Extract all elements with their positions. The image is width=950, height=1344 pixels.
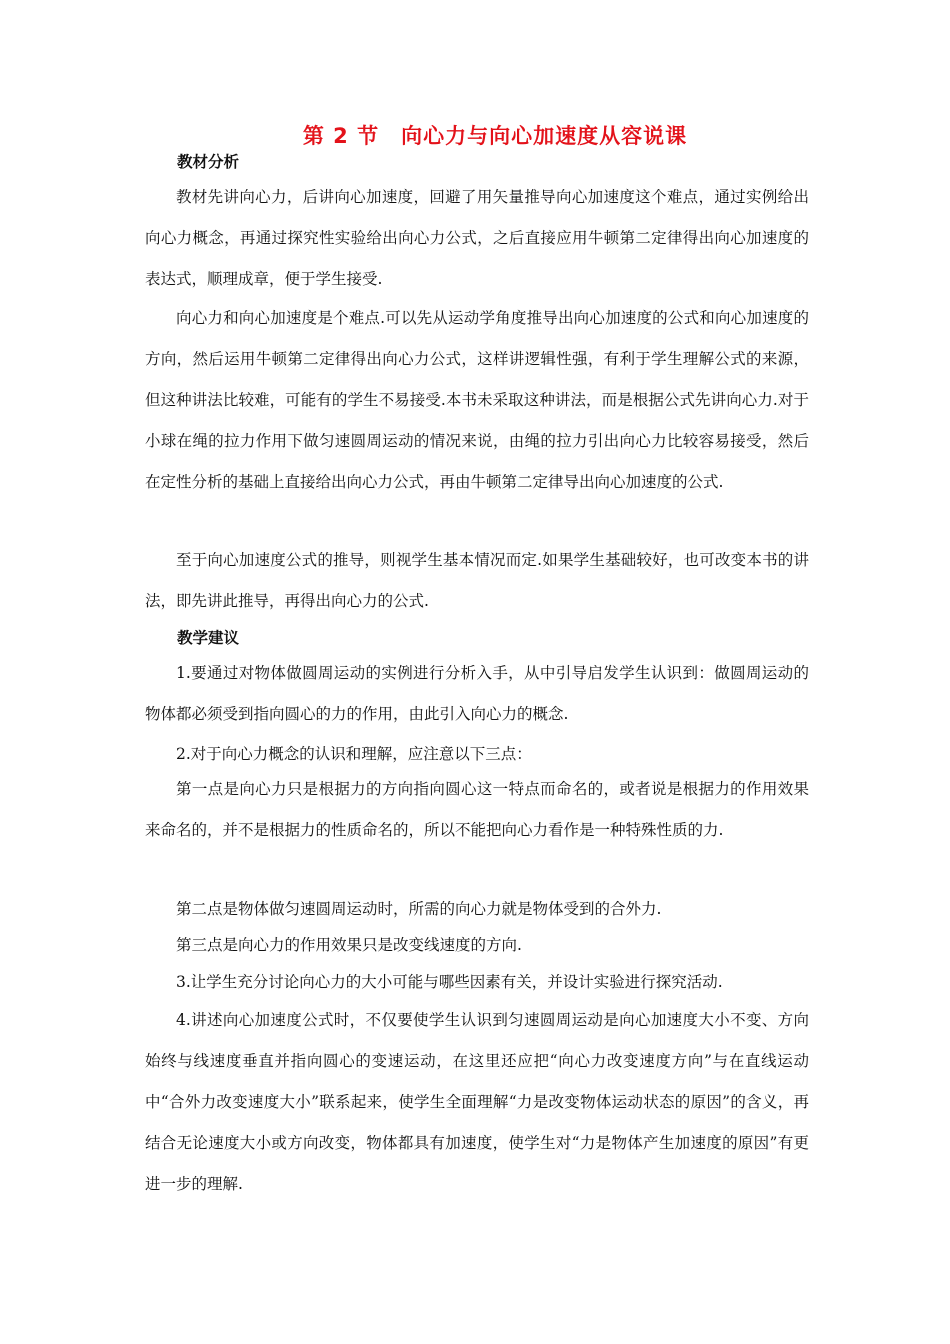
paragraph: 至于向心加速度公式的推导，则视学生基本情况而定.如果学生基础较好，也可改变本书的讲法，即先讲此推导，再得出向心力的公式. bbox=[145, 551, 809, 610]
paragraph: 第二点是物体做匀速圆周运动时，所需的向心力就是物体受到的合外力. bbox=[176, 900, 662, 918]
paragraph: 教材先讲向心力，后讲向心加速度，回避了用矢量推导向心加速度这个难点，通过实例给出向心力概念，再通过探究性实验给出向心力公式，之后直接应用牛顿第二定律得出向心加速度的表达式，顺理成章，便于学生接受. bbox=[145, 188, 809, 288]
paragraph: 3.让学生充分讨论向心力的大小可能与哪些因素有关，并设计实验进行探究活动. bbox=[176, 973, 723, 991]
paragraph: 第一点是向心力只是根据力的方向指向圆心这一特点而命名的，或者说是根据力的作用效果来命名的，并不是根据力的性质命名的，所以不能把向心力看作是一种特殊性质的力. bbox=[145, 780, 809, 839]
paragraph: 向心力和向心加速度是个难点.可以先从运动学角度推导出向心加速度的公式和向心加速度的方向，然后运用牛顿第二定律得出向心力公式，这样讲逻辑性强，有利于学生理解公式的来源，但这种讲法比较难，可能有的学生不易接受.本书未采取这种讲法，而是根据公式先讲向心力.对于小球在绳的拉力作用下做匀速圆周运动的情况来说，由绳的拉力引出向心力比较容易接受，然后在定性分析的基础上直接给出向心力公式，再由牛顿第二定律导出向心加速度的公式. bbox=[145, 309, 809, 491]
paragraph: 2.对于向心力概念的认识和理解，应注意以下三点： bbox=[176, 745, 532, 763]
paragraph: 第三点是向心力的作用效果只是改变线速度的方向. bbox=[176, 936, 522, 954]
document-title: 第 2 节 向心力与向心加速度从容说课 bbox=[302, 124, 688, 148]
paragraph: 1.要通过对物体做圆周运动的实例进行分析入手，从中引导启发学生认识到：做圆周运动的物体都必须受到指向圆心的力的作用，由此引入向心力的概念. bbox=[145, 664, 809, 723]
section-heading-suggestions: 教学建议 bbox=[177, 629, 240, 647]
paragraph: 4.讲述向心加速度公式时，不仅要使学生认识到匀速圆周运动是向心加速度大小不变、方向始终与线速度垂直并指向圆心的变速运动，在这里还应把“向心力改变速度方向”与在直线运动中“合外力改变速度大小”联系起来，使学生全面理解“力是改变物体运动状态的原因”的含义，再结合无论速度大小或方向改变，物体都具有加速度，使学生对“力是物体产生加速度的原因”有更进一步的理解. bbox=[145, 1011, 809, 1193]
section-heading-analysis: 教材分析 bbox=[177, 153, 240, 171]
